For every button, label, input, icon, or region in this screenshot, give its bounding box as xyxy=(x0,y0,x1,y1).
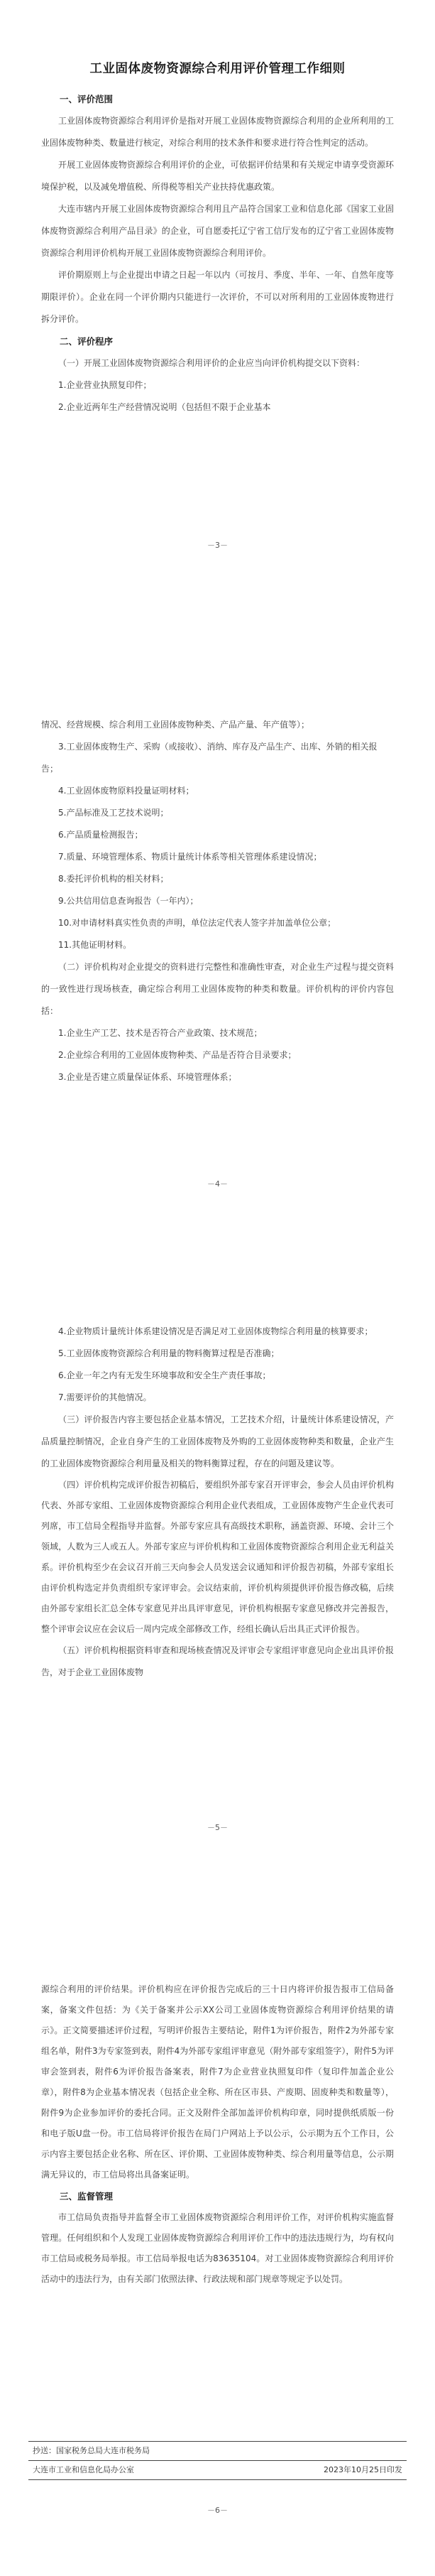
footer-issue-date: 2023年10月25日印发 xyxy=(324,2464,402,2474)
paragraph: 工业固体废物资源综合利用评价是指对开展工业固体废物资源综合利用的企业所利用的工业固体废物种类、数量进行核定，对综合利用的技术条件和要求进行符合性判定的活动。 xyxy=(41,116,394,148)
list-item: 2.企业近两年生产经营情况说明（包括但不限于企业基本 xyxy=(58,402,271,412)
paragraph: （五）评价机构根据资料审查和现场核查情况及评审会专家组评审意见向企业出具评价报告，对于企业工业固体废物 xyxy=(41,1645,394,1677)
list-item: 2.企业综合利用的工业固体废物种类、产品是否符合目录要求； xyxy=(58,1049,297,1060)
list-item: 9.公共信用信息查询报告（一年内）； xyxy=(58,895,199,906)
list-item: 4.企业物质计量统计体系建设情况是否满足对工业固体废物综合利用量的核算要求； xyxy=(58,1326,373,1336)
list-item: 3.工业固体废物生产、采购（或接收）、消纳、库存及产品生产、出库、外销的相关报告； xyxy=(41,741,378,774)
list-item: 10.对申请材料真实性负责的声明，单位法定代表人签字并加盖单位公章； xyxy=(58,917,336,928)
list-item: 7.需要评价的其他情况。 xyxy=(58,1392,152,1402)
page-number: －4－ xyxy=(207,1179,228,1189)
paragraph: 市工信局负责指导并监督全市工业固体废物资源综合利用评价工作，对评价机构实施监督管理。任何组织和个人发现工业固体废物资源综合利用评价工作中的违法违规行为，均有权向市工信局或税务局举报。市工信局举报电话为83635104。对工业固体废物资源综合利用评价活动中的违法行为，由有关部门依照法律、行政法规和部门规章等规定予以处罚。 xyxy=(41,2212,394,2284)
list-item: 5.工业固体废物资源综合利用量的物料衡算过程是否准确； xyxy=(58,1348,280,1358)
document-page-5 xyxy=(0,1288,435,1932)
list-item: 3.企业是否建立质量保证体系、环境管理体系； xyxy=(58,1071,237,1082)
paragraph: 开展工业固体废物资源综合利用评价的企业，可依据评价结果和有关规定申请享受资源环境保护税，以及减免增值税、所得税等相关产业扶持优惠政策。 xyxy=(41,160,394,192)
paragraph: 评价期原则上与企业提出申请之日起一年以内（可按月、季度、半年、一年、自然年度等期限评价）。企业在同一个评价期内只能进行一次评价，不可以对所利用的工业固体废物进行拆分评价。 xyxy=(41,270,394,324)
section-heading-scope: 一、评价范围 xyxy=(60,94,114,104)
page-number: －3－ xyxy=(207,541,228,550)
section-heading-procedure: 二、评价程序 xyxy=(60,336,114,347)
list-item: 6.企业一年之内有无发生环境事故和安全生产责任事故； xyxy=(58,1370,271,1380)
footer-cc-row xyxy=(28,2442,407,2460)
paragraph: （二）评价机构对企业提交的资料进行完整性和准确性审查，对企业生产过程与提交资料的一致性进行现场核查，确定综合利用工业固体废物的种类和数量。评价机构的评价内容包括： xyxy=(41,961,394,1016)
paragraph: （三）评价报告内容主要包括企业基本情况，工艺技术介绍，计量统计体系建设情况，产品质量控制情况，企业自身产生的工业固体废物及外购的工业固体废物种类和数量，企业产生的工业固体废物资源综合利用量及相关的物料衡算过程，存在的问题及建议等。 xyxy=(41,1414,394,1468)
list-item: 6.产品质量检测报告； xyxy=(58,829,143,840)
list-item: 5.产品标准及工艺技术说明； xyxy=(58,807,169,818)
page-number: －6－ xyxy=(207,2505,228,2515)
list-item: 7.质量、环境管理体系、物质计量统计体系等相关管理体系建设情况； xyxy=(58,851,322,862)
list-item: 8.委托评价机构的相关材料； xyxy=(58,873,169,884)
paragraph: 源综合利用的评价结果。评价机构应在评价报告完成后的三十日内将评价报告报市工信局备案，备案文件包括：为《关于备案并公示XX公司工业固体废物资源综合利用评价结果的请示》。正文简要描述评价过程，写明评价报告主要结论，附件1为评价报告，附件2为外部专家组名单，附件3为专家签到表，附件4为外部专家组评审意见（附外部专家组签字），附件5为评审会签到表，附件6为评价报告备案表，附件7为企业营业执照复印件（复印件加盖企业公章），附件8为企业基本情况表（包括企业全称、所在区市县、产废期、固废种类和数量等），附件9为企业参加评价的委托合同。正文及附件全部加盖评价机构印章，同时提供纸质版一份和电子版U盘一份。市工信局将评价报告在局门户网站上予以公示，公示期为五个工作日，公示内容主要包括企业名称、所在区、评价期、工业固体废物种类、综合利用量等信息，公示期满无异议的，市工信局将出具备案证明。 xyxy=(41,1984,394,2180)
footer-issuing-office: 大连市工业和信息化局办公室 xyxy=(33,2464,134,2474)
list-item: 1.企业生产工艺、技术是否符合产业政策、技术规范； xyxy=(58,1027,263,1038)
document-page-3 xyxy=(0,0,435,644)
paragraph: （一）开展工业固体废物资源综合利用评价的企业应当向评价机构提交以下资料： xyxy=(58,358,365,368)
paragraph: 情况、经营规模、综合利用工业固体废物种类、产品产量、年产值等）； xyxy=(41,719,310,730)
document-footer xyxy=(28,2441,407,2480)
divider xyxy=(28,2479,407,2480)
list-item: 4.工业固体废物原料投量证明材料； xyxy=(58,785,194,796)
list-item: 1.企业营业执照复印件； xyxy=(58,380,152,390)
page-number: －5－ xyxy=(207,1823,228,1832)
document-title: 工业固体废物资源综合利用评价管理工作细则 xyxy=(89,62,346,76)
footer-cc: 抄送：国家税务总局大连市税务局 xyxy=(33,2445,150,2455)
footer-issue-row xyxy=(28,2461,407,2479)
document-page-6 xyxy=(0,1932,435,2576)
list-item: 11.其他证明材料。 xyxy=(58,939,132,950)
document-page-4 xyxy=(0,644,435,1289)
paragraph: （四）评价机构完成评价报告初稿后，要组织外部专家召开评审会，参会人员由评价机构代表、外部专家组、工业固体废物资源综合利用企业代表组成，工业固体废物产生企业代表可列席，市工信局全程指导并监督。外部专家应具有高级技术职称，涵盖资源、环境、会计三个领域，人数为三人或五人。外部专家应与评价机构和工业固体废物资源综合利用企业无利益关系。评价机构至少在会议召开前三天向参会人员发送会议通知和评价报告初稿，外部专家组长由评价机构选定并负责组织专家评审会。会议结束前，评价机构须提供评价报告修改稿，后续由外部专家组长汇总全体专家意见并出具评审意见，评价机构根据专家意见修改并完善报告，整个评审会议应在会议后一周内完成全部修改工作，经组长确认后出具正式评价报告。 xyxy=(41,1480,394,1634)
paragraph: 大连市辖内开展工业固体废物资源综合利用且产品符合国家工业和信息化部《国家工业固体废物资源综合利用产品目录》的企业，可自愿委托辽宁省工信厅发布的辽宁省工业固体废物资源综合利用评价机构开展工业固体废物资源综合利用评价。 xyxy=(41,204,394,258)
section-heading-supervision: 三、监督管理 xyxy=(60,2190,114,2202)
